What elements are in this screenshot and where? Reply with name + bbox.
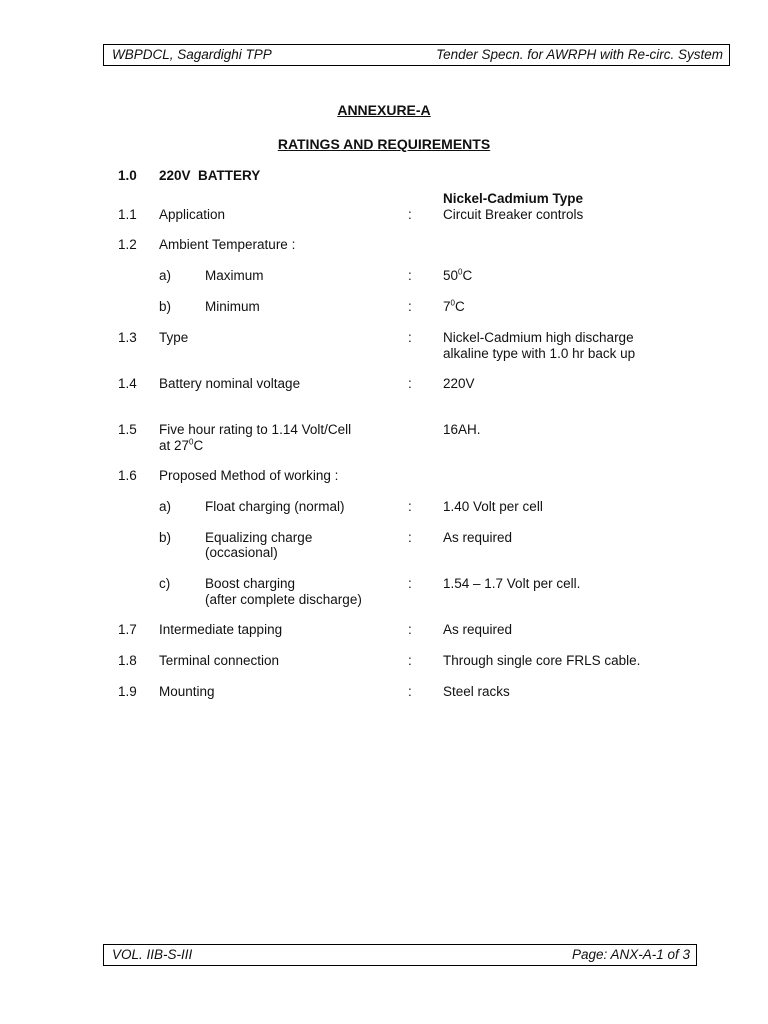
item-label-line2: at $27^0C$	[159, 437, 204, 453]
header-right: Tender Specn. for AWRPH with Re-circ. System	[436, 47, 723, 62]
item-label: Battery nominal voltage	[159, 376, 301, 391]
item-value: 220V	[443, 376, 475, 391]
colon: :	[408, 299, 412, 314]
colon: :	[408, 376, 412, 391]
footer-page-number: Page: ANX-A-1 of 3	[571, 947, 690, 962]
item-value: $50^0C$	[443, 267, 473, 283]
sub-item-label: Float charging (normal)	[205, 499, 345, 514]
sub-item-label: Maximum	[205, 268, 264, 283]
item-label: Terminal connection	[159, 653, 280, 668]
sub-item-label-line1: Equalizing charge	[205, 530, 313, 545]
item-value: Circuit Breaker controls	[443, 207, 584, 222]
item-value-line2: alkaline type with 1.0 hr back up	[443, 346, 636, 361]
item-value: 1.54 – 1.7 Volt per cell.	[443, 576, 581, 591]
item-value: As required	[443, 530, 513, 545]
item-number: 1.5	[118, 422, 137, 437]
colon: :	[408, 499, 412, 514]
colon: :	[408, 684, 412, 699]
sub-item-label: Minimum	[205, 299, 260, 314]
page-header	[103, 44, 730, 66]
colon: :	[408, 622, 412, 637]
item-label: Intermediate tapping	[159, 622, 283, 637]
colon: :	[408, 576, 412, 591]
header-left: WBPDCL, Sagardighi TPP	[112, 47, 272, 62]
sub-item-letter: a)	[159, 268, 172, 283]
item-value: Through single core FRLS cable.	[443, 653, 641, 668]
sub-item-letter: a)	[159, 499, 172, 514]
sub-item-letter: c)	[159, 576, 171, 591]
item-number: 1.3	[118, 330, 137, 345]
colon: :	[408, 268, 412, 283]
section-number: 1.0	[118, 168, 137, 183]
sub-item-label-line1: Boost charging	[205, 576, 296, 591]
item-value-line1: Nickel-Cadmium high discharge	[443, 330, 634, 345]
item-number: 1.7	[118, 622, 137, 637]
item-value: Steel racks	[443, 684, 510, 699]
item-number: 1.4	[118, 376, 137, 391]
item-value: 16AH.	[443, 422, 481, 437]
item-label: Mounting	[159, 684, 215, 699]
item-value: As required	[443, 622, 513, 637]
colon: :	[408, 530, 412, 545]
annexure-title: ANNEXURE-A	[337, 102, 431, 118]
item-number: 1.9	[118, 684, 137, 699]
item-number: 1.8	[118, 653, 137, 668]
item-number: 1.6	[118, 468, 137, 483]
item-value: 1.40 Volt per cell	[443, 499, 543, 514]
footer-volume: VOL. IIB-S-III	[112, 947, 193, 962]
section-label: 220V BATTERY	[159, 168, 261, 183]
colon: :	[408, 330, 412, 345]
sub-item-label-line2: (occasional)	[205, 545, 278, 560]
sub-item-label-line2: (after complete discharge)	[205, 592, 362, 607]
item-label: Application	[159, 207, 226, 222]
item-label: Ambient Temperature :	[159, 237, 296, 252]
item-label: Proposed Method of working :	[159, 468, 339, 483]
page-footer	[103, 944, 697, 966]
item-number: 1.1	[118, 207, 137, 222]
colon: :	[408, 207, 412, 222]
sub-item-letter: b)	[159, 530, 172, 545]
item-number: 1.2	[118, 237, 137, 252]
sub-item-letter: b)	[159, 299, 172, 314]
colon: :	[408, 653, 412, 668]
type-heading: Nickel-Cadmium Type	[443, 191, 584, 206]
ratings-title: RATINGS AND REQUIREMENTS	[277, 136, 491, 152]
item-value: $7^0C$	[443, 298, 465, 314]
item-label: Type	[159, 330, 189, 345]
item-label-line1: Five hour rating to 1.14 Volt/Cell	[159, 422, 352, 437]
